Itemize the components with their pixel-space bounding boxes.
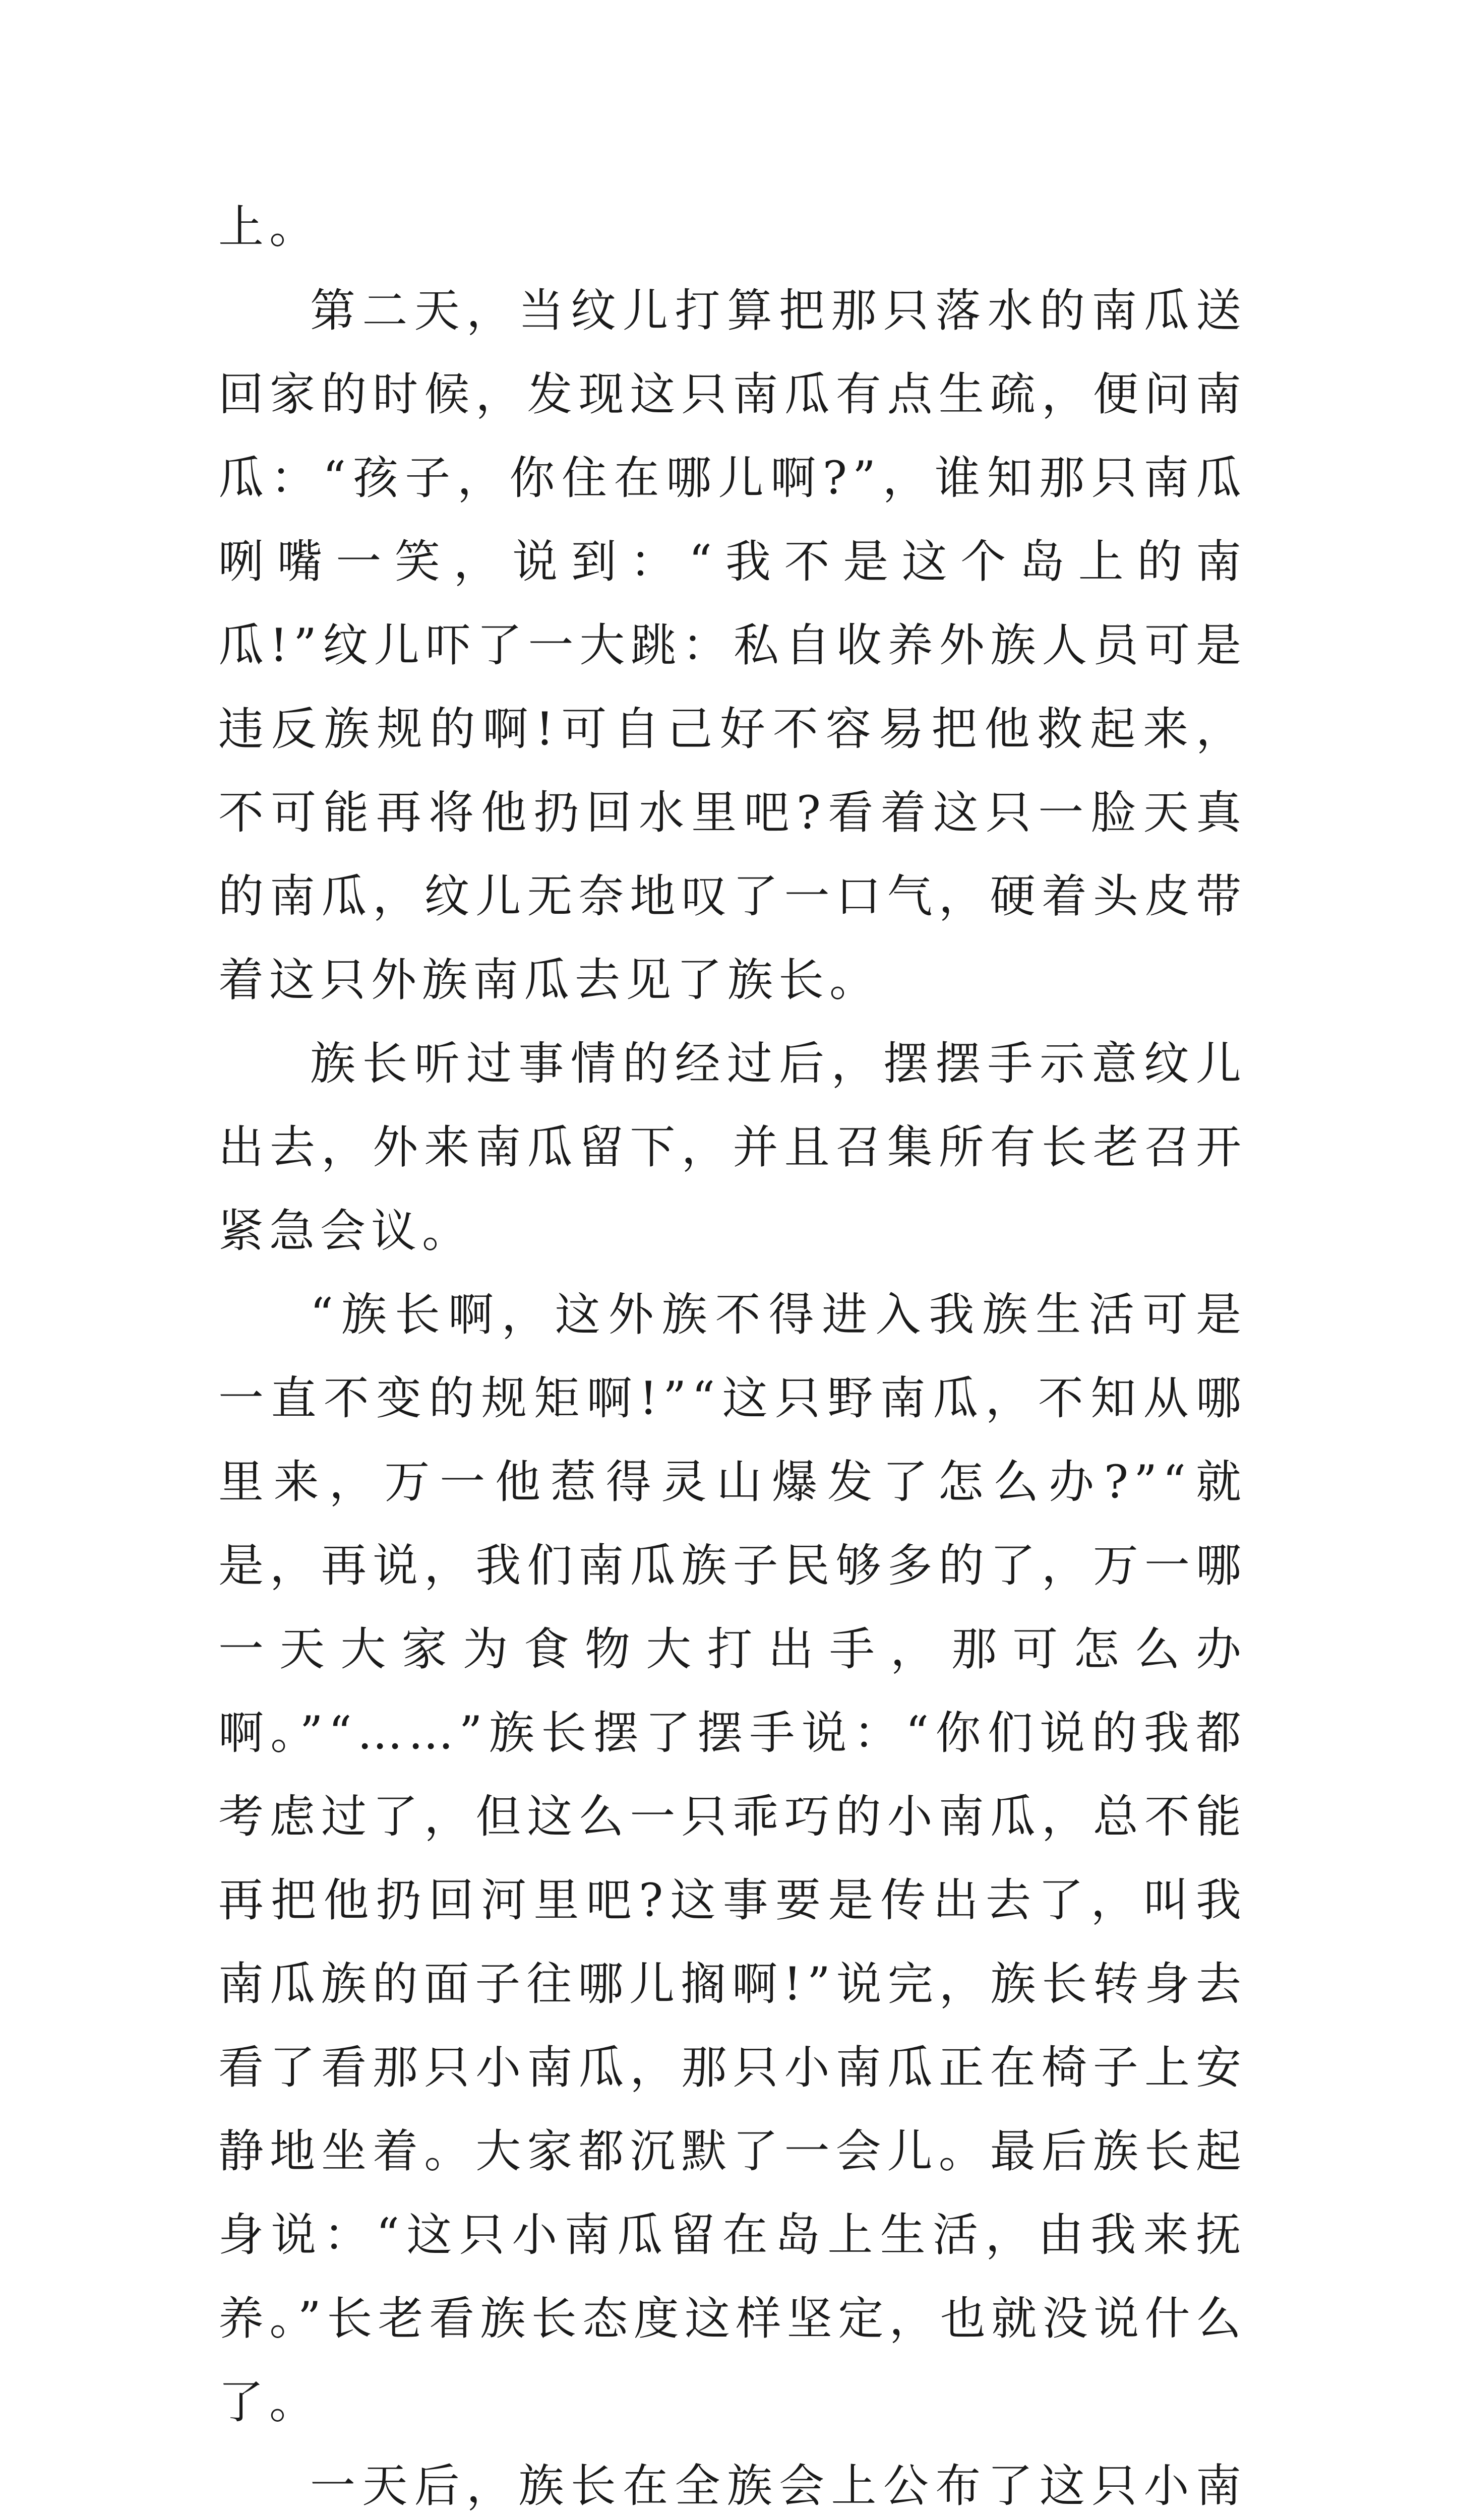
body-text [218, 185, 1247, 2520]
paragraph: 第二天，当纹儿打算把那只落水的南瓜送回家的时候，发现这只南瓜有点生疏，便问南瓜：“孩子，你住在哪儿啊?”，谁知那只南瓜咧嘴一笑，说到：“我不是这个岛上的南瓜!”纹儿吓了一大跳：私自收养外族人员可是违反族规的啊!可自己好不容易把他救起来，不可能再将他扔回水里吧?看着这只一脸天真的南瓜，纹儿无奈地叹了一口气，硬着头皮带着这只外族南瓜去见了族长。 [218, 284, 1247, 1006]
paragraph: 上。 [218, 201, 320, 254]
paragraph: 族长听过事情的经过后，摆摆手示意纹儿出去，外来南瓜留下，并且召集所有长老召开紧急会议。 [218, 1037, 1247, 1257]
paragraph: “族长啊，这外族不得进入我族生活可是一直不变的规矩啊!”“这只野南瓜，不知从哪里来，万一他惹得灵山爆发了怎么办?”“就是，再说，我们南瓜族子民够多的了，万一哪一天大家为食物大打出手，那可怎么办啊。”“……”族长摆了摆手说：“你们说的我都考虑过了，但这么一只乖巧的小南瓜，总不能再把他扔回河里吧?这事要是传出去了，叫我南瓜族的面子往哪儿搁啊!”说完，族长转身去看了看那只小南瓜，那只小南瓜正在椅子上安静地坐着。大家都沉默了一会儿。最后族长起身说：“这只小南瓜留在岛上生活，由我来抚养。”长老看族长态度这样坚定，也就没说什么了。 [218, 1288, 1247, 2429]
paragraph: 一天后，族长在全族会上公布了这只小南 [310, 2460, 1247, 2512]
